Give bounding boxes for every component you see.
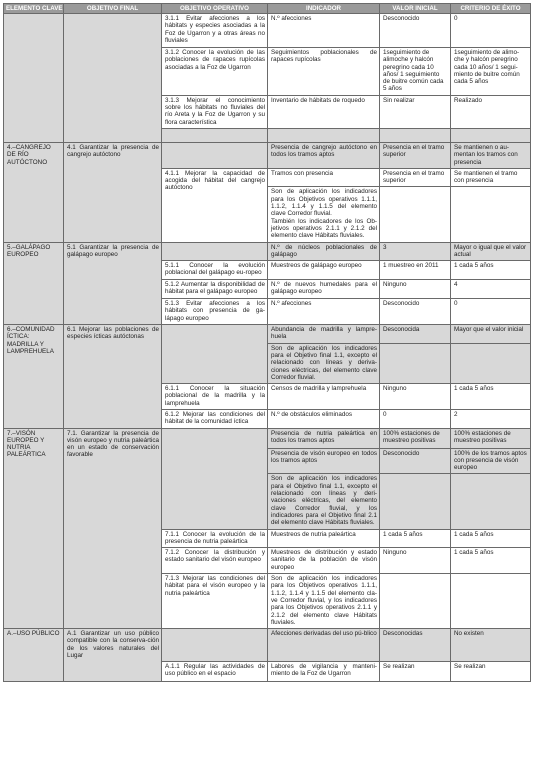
objectives-table xyxy=(3,3,531,682)
cell-objetivo-operativo: 6.1.2 Mejorar las condiciones del hábitat de la comunidad íctica xyxy=(162,409,268,428)
cell-indicador: Son de aplicación los indicadores para el Objetivo final 1.1, excepto el relacionado con líneas y deri-vaciones eléctricas, del elemento clave Corredor fluvial, y los indicadores para el Objetivo final 2.1 del elemento clave Hábitats fluviales. xyxy=(268,474,380,529)
header-objetivo-final: OBJETIVO FINAL xyxy=(64,4,162,14)
cell-objetivo-operativo xyxy=(162,242,268,261)
cell-objetivo-operativo: 7.1.2 Conocer la distribución y estado sanitario del visón europeo xyxy=(162,548,268,574)
cell-objetivo-final: 5.1 Garantizar la presencia de galápago europeo xyxy=(64,242,162,324)
cell-indicador: Presencia de nutria paleártica en todos los tramos aptos xyxy=(268,428,380,448)
header-valor-inicial: VALOR INICIAL xyxy=(380,4,451,14)
cell-valor-inicial xyxy=(380,474,451,529)
cell-valor-inicial xyxy=(380,343,451,383)
cell-objetivo-operativo xyxy=(162,428,268,529)
cell-criterio-de-exito: 0 xyxy=(451,299,531,325)
cell-indicador: Tramos con presencia xyxy=(268,168,380,187)
cell-criterio-de-exito xyxy=(451,343,531,383)
header-elemento-clave: ELEMENTO CLAVE xyxy=(4,4,64,14)
cell-indicador: N.º de obstáculos eliminados xyxy=(268,409,380,428)
cell-criterio-de-exito: 1 cada 5 años xyxy=(451,529,531,548)
cell-indicador: Afecciones derivadas del uso pú-blico xyxy=(268,629,380,662)
cell-valor-inicial: Ninguno xyxy=(380,280,451,299)
cell-objetivo-operativo xyxy=(162,128,268,142)
cell-criterio-de-exito xyxy=(451,187,531,242)
cell-valor-inicial: Desconocidas xyxy=(380,629,451,662)
cell-objetivo-operativo: 4.1.1 Mejorar la capacidad de acogida del hábitat del cangrejo autóctono xyxy=(162,168,268,242)
cell-objetivo-operativo: 5.1.3 Evitar afecciones a los hábitats con presencia de ga-lápago europeo xyxy=(162,299,268,325)
cell-indicador: Censos de madrilla y lamprehuela xyxy=(268,384,380,410)
cell-valor-inicial: Desconocido xyxy=(380,299,451,325)
cell-criterio-de-exito: 1 cada 5 años xyxy=(451,548,531,574)
cell-valor-inicial: Presencia en el tramo superior xyxy=(380,168,451,187)
cell-indicador: Abundancia de madrilla y lampre-huela xyxy=(268,325,380,344)
cell-valor-inicial: Sin realizar xyxy=(380,95,451,128)
cell-indicador: Muestreos de nutria paleártica xyxy=(268,529,380,548)
objectives-table-page xyxy=(3,3,530,682)
cell-valor-inicial: 3 xyxy=(380,242,451,261)
cell-elemento-clave: 7.–VISÓN EUROPEO Y NUTRIA PALEÁRTICA xyxy=(4,428,64,629)
header-indicador: INDICADOR xyxy=(268,4,380,14)
cell-indicador: N.º afecciones xyxy=(268,14,380,48)
cell-objetivo-operativo: 5.1.2 Aumentar la disponibilidad de hábitat para el galápago europeo xyxy=(162,280,268,299)
table-row xyxy=(4,242,531,261)
table-body xyxy=(4,14,531,682)
cell-indicador xyxy=(268,128,380,142)
cell-criterio-de-exito: 100% de los tramos aptos con presencia de visón europeo xyxy=(451,448,531,474)
cell-objetivo-final xyxy=(64,14,162,143)
cell-criterio-de-exito: Realizado xyxy=(451,95,531,128)
cell-objetivo-operativo: 3.1.1 Evitar afecciones a los hábitats y especies asociadas a la Foz de Ugarron y a otras áreas no fluviales xyxy=(162,14,268,48)
cell-elemento-clave: 4.–CANGREJO DE RÍO AUTÓCTONO xyxy=(4,142,64,242)
header-objetivo-operativo: OBJETIVO OPERATIVO xyxy=(162,4,268,14)
header-criterio-de-exito: CRITERIO DE ÉXITO xyxy=(451,4,531,14)
cell-indicador: Seguimientos poblacionales de rapaces rupícolas xyxy=(268,48,380,96)
cell-valor-inicial: Desconocido xyxy=(380,14,451,48)
cell-valor-inicial xyxy=(380,574,451,629)
cell-valor-inicial: 1 cada 5 años xyxy=(380,529,451,548)
cell-indicador: N.º de nuevos humedales para el galápago europeo xyxy=(268,280,380,299)
cell-valor-inicial: 100% estaciones de muestreo positivas xyxy=(380,428,451,448)
cell-indicador: N.º afecciones xyxy=(268,299,380,325)
cell-valor-inicial xyxy=(380,187,451,242)
cell-criterio-de-exito xyxy=(451,474,531,529)
cell-criterio-de-exito: 4 xyxy=(451,280,531,299)
cell-objetivo-final: A.1 Garantizar un uso público compatible con la conserva-ción de los valores naturales del Lugar xyxy=(64,629,162,682)
table-row xyxy=(4,629,531,662)
cell-valor-inicial: Ninguno xyxy=(380,384,451,410)
cell-valor-inicial: Ninguno xyxy=(380,548,451,574)
table-row xyxy=(4,428,531,448)
cell-valor-inicial: 1seguimiento de alimoche y halcón peregrino cada 10 años/ 1 seguimiento de buitre común cada 5 años xyxy=(380,48,451,96)
cell-objetivo-operativo xyxy=(162,142,268,168)
cell-objetivo-operativo xyxy=(162,325,268,384)
cell-objetivo-final: 6.1 Mejorar las poblaciones de especies ícticas autóctonas xyxy=(64,325,162,429)
cell-objetivo-operativo: A.1.1 Regular las actividades de uso público en el espacio xyxy=(162,662,268,682)
cell-valor-inicial: Presencia en el tramo superior xyxy=(380,142,451,168)
table-row xyxy=(4,142,531,168)
cell-valor-inicial xyxy=(380,128,451,142)
cell-criterio-de-exito: 1seguimiento de alimo-che y halcón peregrino cada 10 años/ 1 segui-miento de buitre común cada 5 años xyxy=(451,48,531,96)
cell-objetivo-operativo: 3.1.2 Conocer la evolución de las poblaciones de rapaces rupícolas asociadas a la Foz de Ugarron xyxy=(162,48,268,96)
cell-criterio-de-exito: Se mantienen el tramo con presencia xyxy=(451,168,531,187)
table-row xyxy=(4,14,531,48)
cell-indicador: Son de aplicación los indicadores para los Objetivos operativos 1.1.1, 1.1.2, 1.1.4 y 1.1.5 del elemento cla-ve Corredor fluvial, y los indicadores para los Objetivos operativos 2.1.1 y 2.1.2 del elemento clave Hábitats fluviales. xyxy=(268,574,380,629)
cell-valor-inicial: Se realizan xyxy=(380,662,451,682)
cell-valor-inicial: Desconocida xyxy=(380,325,451,344)
cell-objetivo-operativo: 3.1.3 Mejorar el conocimiento sobre los hábitats no fluviales del río Areta y la Foz de Ugarron y su flora característica xyxy=(162,95,268,128)
cell-valor-inicial: 0 xyxy=(380,409,451,428)
cell-elemento-clave: 5.–GALÁPAGO EUROPEO xyxy=(4,242,64,324)
cell-indicador: Muestreos de distribución y estado sanitario de la población de visón europeo xyxy=(268,548,380,574)
cell-criterio-de-exito: Se mantienen o au-mentan los tramos con presencia xyxy=(451,142,531,168)
cell-criterio-de-exito: 0 xyxy=(451,14,531,48)
cell-criterio-de-exito: Mayor o igual que el valor actual xyxy=(451,242,531,261)
cell-indicador: Labores de vigilancia y manteni-miento de la Foz de Ugarron xyxy=(268,662,380,682)
cell-criterio-de-exito: 1 cada 5 años xyxy=(451,384,531,410)
cell-objetivo-final: 4.1 Garantizar la presencia de cangrejo autóctono xyxy=(64,142,162,242)
cell-indicador: N.º de núcleos poblacionales de galápago xyxy=(268,242,380,261)
cell-elemento-clave xyxy=(4,14,64,143)
cell-objetivo-operativo: 7.1.1 Conocer la evolución de la presencia de nutria paleártica xyxy=(162,529,268,548)
cell-elemento-clave: 6.–COMUNIDAD ÍCTICA: MADRILLA Y LAMPREHUELA xyxy=(4,325,64,429)
cell-criterio-de-exito: No existen xyxy=(451,629,531,662)
cell-indicador: Son de aplicación los indicadores para el Objetivo final 1.1, excepto el relacionado con líneas y deriva-ciones eléctricas, del elemento clave Corredor fluvial. xyxy=(268,343,380,383)
cell-objetivo-operativo: 7.1.3 Mejorar las condiciones del hábitat para el visón europeo y la nutria paleártica xyxy=(162,574,268,629)
cell-valor-inicial: 1 muestreo en 2011 xyxy=(380,261,451,280)
cell-objetivo-final: 7.1. Garantizar la presencia de visón europeo y nutria paleártica en un estado de conservación favorable xyxy=(64,428,162,629)
cell-objetivo-operativo: 6.1.1 Conocer la situación poblacional de la madrilla y la lamprehuela xyxy=(162,384,268,410)
cell-objetivo-operativo xyxy=(162,629,268,662)
cell-criterio-de-exito: 1 cada 5 años xyxy=(451,261,531,280)
cell-indicador: Muestreos de galápago europeo xyxy=(268,261,380,280)
cell-criterio-de-exito: Se realizan xyxy=(451,662,531,682)
cell-criterio-de-exito: Mayor que el valor inicial xyxy=(451,325,531,344)
cell-criterio-de-exito: 100% estaciones de muestreo positivas xyxy=(451,428,531,448)
cell-indicador: Presencia de cangrejo autóctono en todos los tramos aptos xyxy=(268,142,380,168)
header-row xyxy=(4,4,531,14)
cell-valor-inicial: Desconocido xyxy=(380,448,451,474)
cell-indicador: Presencia de visón europeo en todos los tramos aptos xyxy=(268,448,380,474)
table-row xyxy=(4,325,531,344)
cell-criterio-de-exito xyxy=(451,574,531,629)
cell-indicador: Inventario de hábitats de roquedo xyxy=(268,95,380,128)
cell-elemento-clave: A.–USO PÚBLICO xyxy=(4,629,64,682)
cell-indicador: Son de aplicación los indicadores para los Objetivos operativos 1.1.1, 1.1.2, 1.1.4 y 1.1.5 del elemento clave Corredor fluvial. También los indicadores de los Ob-jetivos operativos 2.1.1 y 2.1.2 del elemento clave Hábitats fluviales. xyxy=(268,187,380,242)
cell-criterio-de-exito xyxy=(451,128,531,142)
cell-criterio-de-exito: 2 xyxy=(451,409,531,428)
cell-objetivo-operativo: 5.1.1 Conocer la evolución poblacional del galápago eu-ropeo xyxy=(162,261,268,280)
